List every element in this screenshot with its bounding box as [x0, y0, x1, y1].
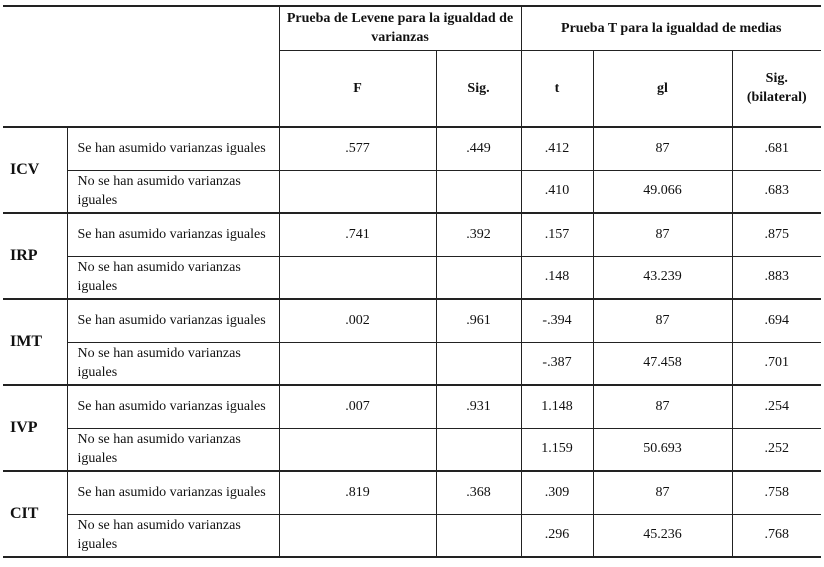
- gl-value: 49.066: [593, 170, 732, 213]
- sig-bilateral-value: .883: [732, 256, 821, 299]
- row-label-unequal: No se han asumido varianzas iguales: [67, 514, 279, 557]
- row-label-unequal: No se han asumido varianzas iguales: [67, 342, 279, 385]
- header-empty-cell: [3, 6, 279, 50]
- t-value: 1.159: [521, 428, 593, 471]
- row-label-equal: Se han asumido varianzas iguales: [67, 299, 279, 342]
- t-value: -.387: [521, 342, 593, 385]
- sig-bilateral-value: .758: [732, 471, 821, 514]
- sig-bilateral-value: .694: [732, 299, 821, 342]
- f-value-empty: [279, 428, 436, 471]
- f-value-empty: [279, 514, 436, 557]
- f-value: .741: [279, 213, 436, 256]
- t-value: 1.148: [521, 385, 593, 428]
- f-value: .577: [279, 127, 436, 170]
- group-label: IRP: [10, 247, 38, 264]
- table-row: [3, 170, 821, 213]
- f-value-empty: [279, 342, 436, 385]
- row-label-equal: Se han asumido varianzas iguales: [67, 471, 279, 514]
- f-value: .819: [279, 471, 436, 514]
- f-value-empty: [279, 256, 436, 299]
- table-body: [3, 127, 821, 557]
- sig-value-empty: [436, 514, 521, 557]
- col-t-header: t: [521, 50, 593, 127]
- sig-bilateral-value: .683: [732, 170, 821, 213]
- sig-bilateral-value: .252: [732, 428, 821, 471]
- row-label-equal: Se han asumido varianzas iguales: [67, 385, 279, 428]
- header-empty-cell-2: [3, 50, 279, 127]
- t-value: -.394: [521, 299, 593, 342]
- levene-header: Prueba de Levene para la igualdad de varianzas: [279, 6, 521, 50]
- group-label: IVP: [10, 419, 38, 436]
- table-row: [3, 385, 821, 428]
- f-value-empty: [279, 170, 436, 213]
- sig-bilateral-value: .681: [732, 127, 821, 170]
- group-label: ICV: [10, 161, 40, 178]
- sig-value-empty: [436, 256, 521, 299]
- sig-bilateral-value: .875: [732, 213, 821, 256]
- table-row: [3, 299, 821, 342]
- row-label-unequal: No se han asumido varianzas iguales: [67, 256, 279, 299]
- t-value: .157: [521, 213, 593, 256]
- row-label-equal: Se han asumido varianzas iguales: [67, 213, 279, 256]
- sig-bilateral-value: .254: [732, 385, 821, 428]
- table-row: [3, 127, 821, 170]
- gl-value: 87: [593, 127, 732, 170]
- sig-bilateral-value: .768: [732, 514, 821, 557]
- row-label-unequal: No se han asumido varianzas iguales: [67, 170, 279, 213]
- sig-bilateral-value: .701: [732, 342, 821, 385]
- gl-value: 87: [593, 385, 732, 428]
- table-row: [3, 256, 821, 299]
- col-gl-header: gl: [593, 50, 732, 127]
- row-label-equal: Se han asumido varianzas iguales: [67, 127, 279, 170]
- gl-value: 87: [593, 299, 732, 342]
- t-value: .309: [521, 471, 593, 514]
- table-row: [3, 471, 821, 514]
- sig-value: .449: [436, 127, 521, 170]
- t-value: .296: [521, 514, 593, 557]
- col-f-header: F: [279, 50, 436, 127]
- sig-value: .931: [436, 385, 521, 428]
- row-label-unequal: No se han asumido varianzas iguales: [67, 428, 279, 471]
- group-label: IMT: [10, 333, 42, 350]
- gl-value: 45.236: [593, 514, 732, 557]
- ttest-header: Prueba T para la igualdad de medias: [521, 6, 821, 50]
- col-sig-header: Sig.: [436, 50, 521, 127]
- gl-value: 50.693: [593, 428, 732, 471]
- sig-value-empty: [436, 428, 521, 471]
- levene-ttest-table: [3, 5, 821, 558]
- t-value: .410: [521, 170, 593, 213]
- t-value: .412: [521, 127, 593, 170]
- table-row: [3, 213, 821, 256]
- f-value: .007: [279, 385, 436, 428]
- gl-value: 47.458: [593, 342, 732, 385]
- sig-value: .368: [436, 471, 521, 514]
- table-row: [3, 428, 821, 471]
- col-sig-bilateral-header: Sig. (bilateral): [732, 50, 821, 127]
- gl-value: 87: [593, 213, 732, 256]
- gl-value: 43.239: [593, 256, 732, 299]
- sig-value: .961: [436, 299, 521, 342]
- sig-value: .392: [436, 213, 521, 256]
- table-row: [3, 342, 821, 385]
- sig-value-empty: [436, 170, 521, 213]
- t-value: .148: [521, 256, 593, 299]
- f-value: .002: [279, 299, 436, 342]
- sig-value-empty: [436, 342, 521, 385]
- gl-value: 87: [593, 471, 732, 514]
- group-label: CIT: [10, 505, 39, 522]
- table-row: [3, 514, 821, 557]
